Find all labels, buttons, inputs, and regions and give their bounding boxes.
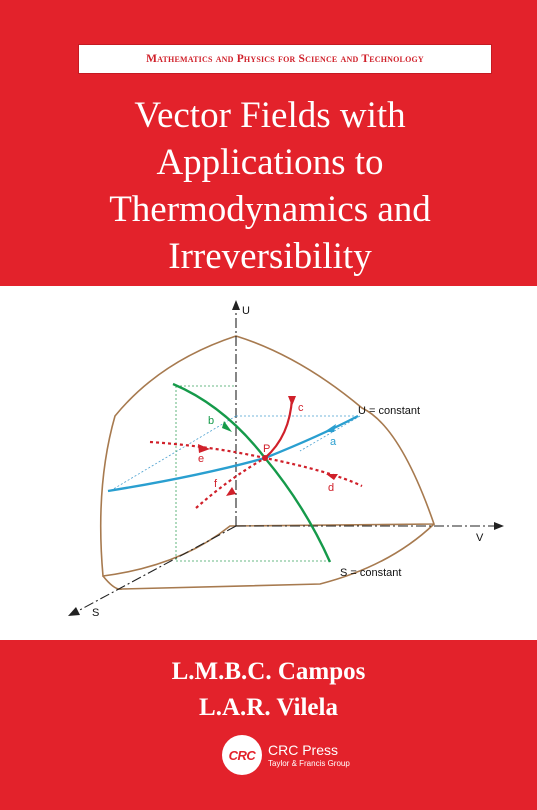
axis-label-s: S [92,607,100,619]
red-arrow-c [288,396,296,406]
curve-label-e: e [198,453,205,465]
author-name: L.M.B.C. Campos [171,658,366,685]
title-line: Irreversibility [168,236,372,277]
s-constant-label: S = constant [340,567,402,579]
thermodynamic-surface-diagram [0,286,537,640]
crc-logo-icon [222,735,262,775]
red-path-f [196,458,265,508]
point-p [262,455,268,461]
red-arrow-e [198,444,210,453]
book-title [20,92,520,280]
publisher-name: CRC Press [268,741,339,758]
publisher-block [222,734,350,776]
axis-label-v: V [476,532,484,544]
publisher-text [268,742,350,769]
title-line: Vector Fields with [134,95,406,136]
curve-label-c: c [298,402,304,414]
curve-label-a: a [330,436,337,448]
s-axis-arrow [68,607,80,616]
curve-label-d: d [328,482,335,494]
blue-guide-lines [110,416,360,491]
curve-label-f: f [214,478,218,490]
axis-label-u: U [242,305,250,317]
cover-figure [0,286,537,640]
author-names [0,654,537,726]
series-title: Mathematics and Physics for Science and Technology [146,53,424,65]
red-arrow-d [326,474,338,480]
crc-logo-text: CRC [228,747,256,763]
title-line: Applications to [156,142,384,183]
v-axis-arrow [494,522,504,530]
author-name: L.A.R. Vilela [199,694,338,721]
title-line: Thermodynamics and [109,189,431,230]
point-p-label: P [263,443,271,455]
surface-bottom-edge [103,524,434,589]
green-arrow [222,421,232,432]
curve-label-b: b [208,415,215,427]
series-banner [78,44,492,74]
s-axis-line [76,526,236,612]
u-axis-arrow [232,300,240,310]
u-constant-label: U = constant [358,405,421,417]
red-arrow-f [226,487,236,496]
u-constant-curve [108,416,358,491]
publisher-group: Taylor & Francis Group [268,758,350,768]
s-constant-curve [173,384,330,562]
